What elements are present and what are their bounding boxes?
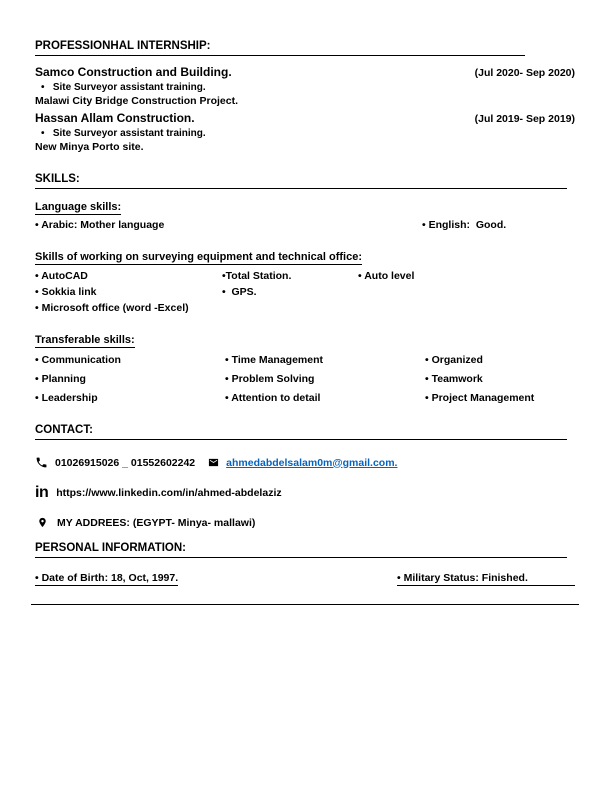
skill-item	[358, 286, 575, 298]
bottom-divider	[31, 604, 579, 605]
personal-info-heading: PERSONAL INFORMATION:	[35, 542, 567, 558]
email-link[interactable]: ahmedabdelsalam0m@gmail.com.	[226, 456, 398, 469]
skills-heading: SKILLS:	[35, 173, 567, 189]
project-name: New Minya Porto site.	[35, 141, 144, 153]
skill-item: • English: Good.	[422, 219, 507, 231]
address-text: MY ADDREES: (EGYPT- Minya- mallawi)	[57, 516, 256, 529]
project-name: Malawi City Bridge Construction Project.	[35, 95, 239, 107]
language-skills-row	[35, 219, 575, 231]
company-name: Hassan Allam Construction.	[35, 111, 195, 125]
company-row	[35, 65, 575, 79]
skill-item: • Attention to detail	[225, 392, 321, 404]
internship-bullet: • Site Surveyor assistant training.	[41, 82, 206, 93]
skill-item: • Leadership	[35, 392, 98, 404]
date-of-birth-text: • Date of Birth: 18, Oct, 1997.	[35, 572, 179, 584]
skill-item: •Total Station.	[222, 270, 292, 282]
skill-item: • Project Management	[425, 392, 535, 404]
skill-item: • Sokkia link	[35, 286, 97, 298]
skill-item	[222, 302, 358, 314]
equipment-skills-block	[35, 247, 575, 314]
internship-heading: PROFESSIONHAL INTERNSHIP:	[35, 40, 525, 56]
skill-item: • Problem Solving	[225, 373, 315, 385]
skill-item: • GPS.	[222, 286, 257, 298]
phone-icon	[35, 456, 48, 469]
transferable-skills-subheading: Transferable skills:	[35, 334, 135, 346]
company-name: Samco Construction and Building.	[35, 65, 232, 79]
company-row	[35, 111, 575, 125]
internship-bullet: • Site Surveyor assistant training.	[41, 128, 206, 139]
language-skills-block	[35, 197, 575, 231]
address-line	[35, 515, 575, 530]
military-status: • Military Status: Finished.	[397, 572, 575, 586]
language-skills-subheading: Language skills:	[35, 201, 122, 213]
equipment-skills-grid	[35, 270, 575, 314]
skill-item: • Teamwork	[425, 373, 483, 385]
internship-entry	[35, 111, 575, 153]
skill-item: • Planning	[35, 373, 86, 385]
skill-item: • Communication	[35, 354, 121, 366]
contact-heading: CONTACT:	[35, 424, 567, 440]
phone-email-line	[35, 456, 575, 469]
linkedin-icon: in	[35, 484, 49, 501]
resume-content	[35, 40, 575, 605]
location-pin-icon	[37, 515, 48, 530]
transferable-skills-grid	[35, 354, 575, 404]
date-of-birth	[35, 572, 397, 586]
transferable-skills-block	[35, 330, 575, 404]
phone-numbers: 01026915026 _ 01552602242	[55, 456, 196, 469]
linkedin-line	[35, 485, 575, 501]
skill-item: • AutoCAD	[35, 270, 88, 282]
skill-item	[358, 302, 575, 314]
skill-item: • Arabic: Mother language	[35, 219, 165, 231]
internship-entry	[35, 65, 575, 107]
internship-dates: (Jul 2019- Sep 2019)	[474, 113, 575, 125]
linkedin-url: https://www.linkedin.com/in/ahmed-abdelaziz	[56, 487, 282, 499]
equipment-skills-subheading: Skills of working on surveying equipment and technical office:	[35, 251, 362, 263]
personal-info-row	[35, 572, 575, 586]
skill-item: • Organized	[425, 354, 483, 366]
skill-item: • Auto level	[358, 270, 415, 282]
skill-item: • Microsoft office (word -Excel)	[35, 302, 189, 314]
internship-dates: (Jul 2020- Sep 2020)	[474, 67, 575, 79]
skill-item: • Time Management	[225, 354, 324, 366]
envelope-icon	[207, 457, 220, 468]
